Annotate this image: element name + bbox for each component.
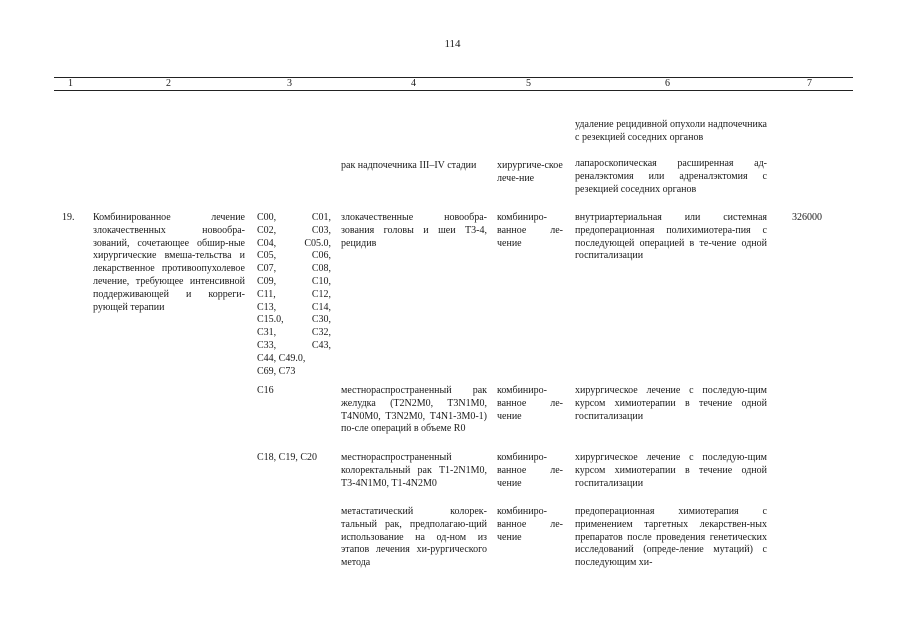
sub-kind-head-neck: комбиниро-ванное ле-чение [497, 212, 563, 249]
code-line: C33, C43, [257, 339, 331, 351]
sub-kind-stomach: комбиниро-ванное ле-чение [497, 385, 563, 422]
sub-kind-metastatic: комбиниро-ванное ле-чение [497, 506, 563, 543]
code-line: C05, C06, [257, 250, 331, 262]
sub-kind-colorectal: комбиниро-ванное ле-чение [497, 452, 563, 489]
table-header-row [54, 77, 853, 91]
code-line: C13, C14, [257, 301, 331, 313]
top-model-text: рак надпочечника III–IV стадии [341, 160, 477, 171]
top-method-2: лапароскопическая расширенная ад-реналэктомия или адреналэктомия с резекцией соседних органов [575, 158, 767, 195]
sub-model-colorectal: местнораспространенный колоректальный рак T1-2N1M0, T3-4N1M0, T1-4N2M0 [341, 452, 487, 489]
code-line: C15.0, C30, [257, 314, 331, 326]
top-treatment-kind: хирургиче-ское лече-ние [497, 160, 563, 184]
column-number-2: 2 [166, 78, 171, 89]
row-price: 326000 [792, 212, 822, 223]
sub-model-stomach: местнораспространенный рак желудка (T2N2M0, T3N1M0, T4N0M0, T3N2M0, T4N1-3M0-1) по-сле операций в объеме R0 [341, 385, 487, 435]
code-line: C31, C32, [257, 327, 331, 339]
code-line: C11, C12, [257, 288, 331, 300]
sub-method-metastatic: предоперационная химиотерапия с применением таргетных лекарствен-ных препаратов после проведения генетических исследований (опреде-ление мутаций) с последующим хи- [575, 506, 767, 569]
icd-codes-list [257, 212, 331, 378]
top-method-1: удаление рецидивной опухоли надпочечника с резекцией соседних органов [575, 119, 767, 143]
code-line: C69, C73 [257, 365, 296, 377]
code-line: C44, C49.0, [257, 352, 306, 364]
column-number-4: 4 [411, 78, 416, 89]
page-number: 114 [444, 38, 461, 50]
sub-codes-stomach: C16 [257, 385, 274, 396]
column-number-6: 6 [665, 78, 670, 89]
row-number: 19. [62, 212, 75, 223]
code-line: C07, C08, [257, 263, 331, 275]
sub-model-head-neck: злокачественные новообра-зования головы и шеи T3-4, рецидив [341, 212, 487, 249]
column-number-5: 5 [526, 78, 531, 89]
column-number-1: 1 [68, 78, 73, 89]
sub-method-head-neck: внутриартериальная или системная предоперационная полихимиотера-пия с последующей операцией в те-чение одной госпитализации [575, 212, 767, 262]
code-line: C09, C10, [257, 275, 331, 287]
column-number-3: 3 [287, 78, 292, 89]
sub-method-stomach: хирургическое лечение с последую-щим курсом химиотерапии в течение одной госпитализации [575, 385, 767, 422]
sub-model-metastatic: метастатический колорек-тальный рак, предполагаю-щий использование на од-ном из этапов лечения хи-рургического метода [341, 506, 487, 569]
sub-codes-colorectal: C18, C19, C20 [257, 452, 318, 463]
code-line: C00, C01, [257, 212, 331, 223]
code-line: C04, C05.0, [257, 237, 331, 249]
sub-method-colorectal: хирургическое лечение с последую-щим курсом химиотерапии в течение одной госпитализации [575, 452, 767, 489]
code-line: C02, C03, [257, 224, 331, 236]
column-number-7: 7 [807, 78, 812, 89]
row-name: Комбинированное лечение злокачественных новообра-зований, сочетающее обшир-ные хирургические вмеша-тельства и лекарственное противоопухолевое лечение, требующее интенсивной поддерживающей и корреги-рующей терапии [93, 212, 245, 313]
